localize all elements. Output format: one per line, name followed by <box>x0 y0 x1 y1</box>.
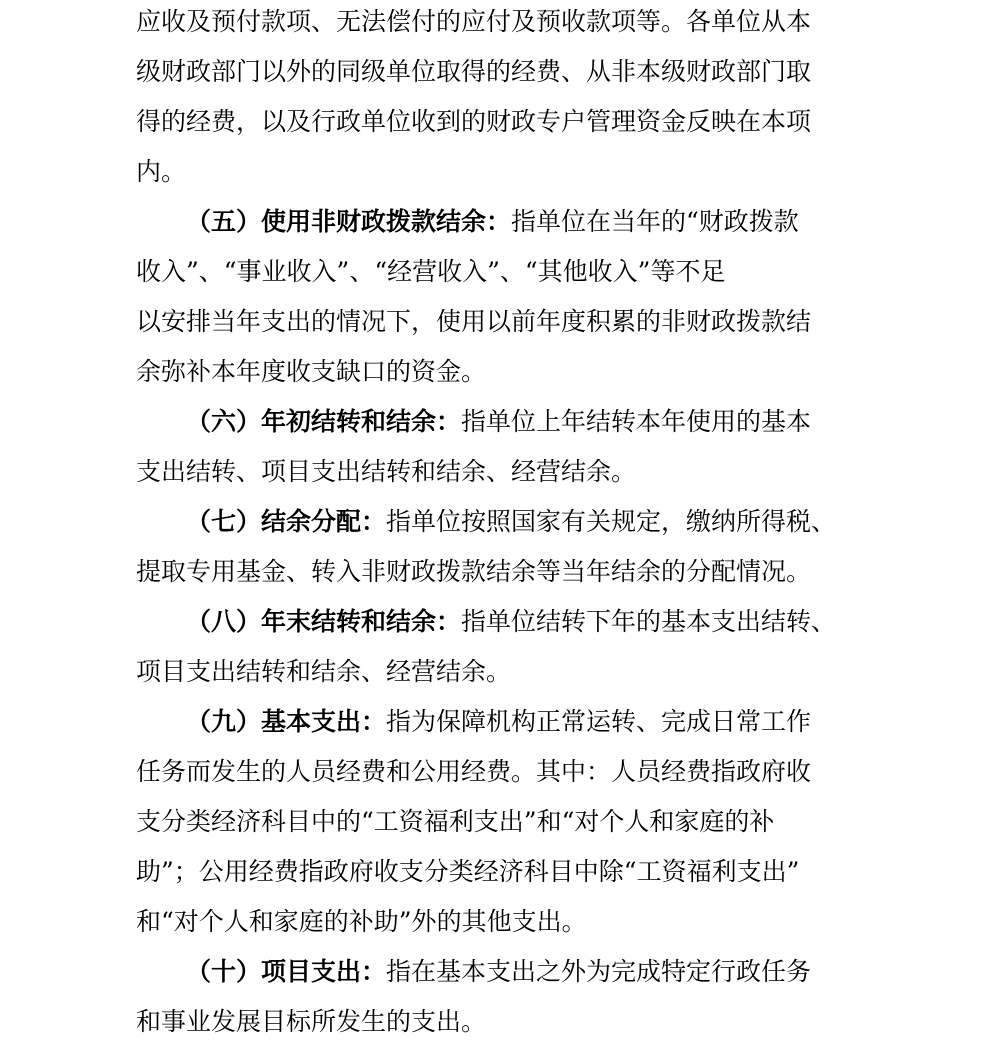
item-10-first-line <box>186 947 896 997</box>
paragraph-line: 以安排当年支出的情况下，使用以前年度积累的非财政拨款结 <box>136 307 812 336</box>
paragraph-line: 收入”、“事业收入”、“经营收入”、“其他收入”等不足 <box>136 257 726 286</box>
paragraph-line: 支分类经济科目中的“工资福利支出”和“对个人和家庭的补 <box>136 807 775 836</box>
item-5-text: 指单位在当年的“财政拨款 <box>511 207 799 236</box>
paragraph-line: 余弥补本年度收支缺口的资金。 <box>136 357 487 386</box>
item-6-text: 指单位上年结转本年使用的基本 <box>461 407 812 436</box>
paragraph-line: 任务而发生的人员经费和公用经费。其中：人员经费指政府收 <box>136 757 812 786</box>
item-7-first-line <box>186 497 896 547</box>
item-8-text: 指单位结转下年的基本支出结转、 <box>461 607 837 636</box>
item-5-heading: （五）使用非财政拨款结余： <box>186 207 512 236</box>
item-7-text: 指单位按照国家有关规定，缴纳所得税、 <box>386 507 837 536</box>
item-9-text: 指为保障机构正常运转、完成日常工作 <box>386 707 812 736</box>
paragraph-line: 应收及预付款项、无法偿付的应付及预收款项等。各单位从本 <box>136 7 812 36</box>
item-8-first-line <box>186 597 896 647</box>
paragraph-line: 级财政部门以外的同级单位取得的经费、从非本级财政部门取 <box>136 57 812 86</box>
item-8-heading: （八）年末结转和结余： <box>186 607 462 636</box>
item-5-first-line <box>186 197 896 247</box>
item-9-heading: （九）基本支出： <box>186 707 387 736</box>
item-9-first-line <box>186 697 896 747</box>
paragraph-line: 项目支出结转和结余、经营结余。 <box>136 657 512 686</box>
paragraph-line: 提取专用基金、转入非财政拨款结余等当年结余的分配情况。 <box>136 557 812 586</box>
paragraph-line: 助”；公用经费指政府收支分类经济科目中除“工资福利支出” <box>136 857 800 886</box>
item-6-heading: （六）年初结转和结余： <box>186 407 462 436</box>
item-7-heading: （七）结余分配： <box>186 507 387 536</box>
item-6-first-line <box>186 397 896 447</box>
paragraph-line: 内。 <box>136 157 187 186</box>
item-10-text: 指在基本支出之外为完成特定行政任务 <box>386 957 812 986</box>
item-10-heading: （十）项目支出： <box>186 957 387 986</box>
paragraph-line: 得的经费，以及行政单位收到的财政专户管理资金反映在本项 <box>136 107 812 136</box>
paragraph-line: 支出结转、项目支出结转和结余、经营结余。 <box>136 457 637 486</box>
paragraph-line: 和“对个人和家庭的补助”外的其他支出。 <box>136 907 587 936</box>
paragraph-line: 和事业发展目标所发生的支出。 <box>136 1007 487 1036</box>
